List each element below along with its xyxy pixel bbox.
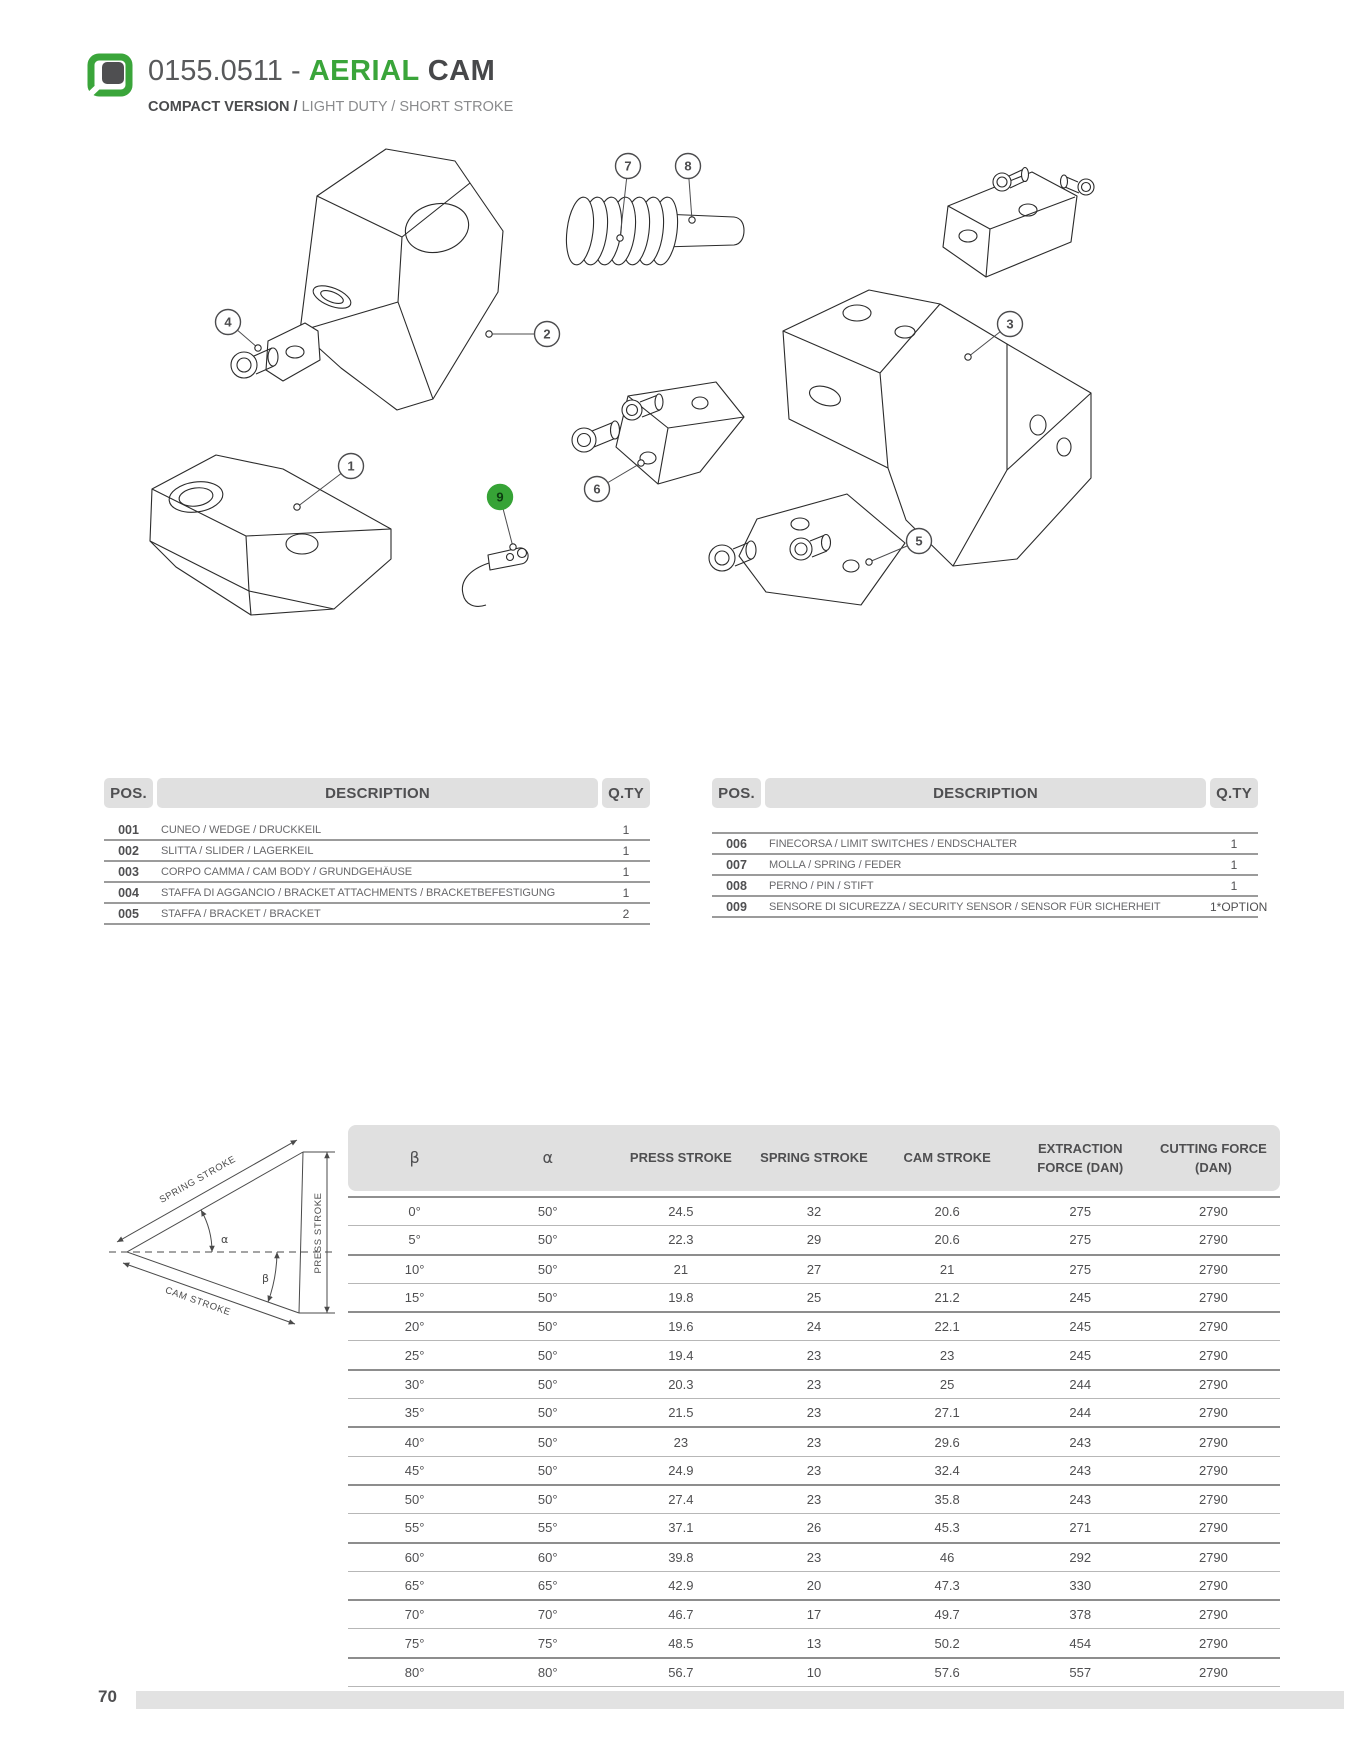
spec-cell: 50°: [537, 1492, 558, 1508]
brand-logo-icon: [86, 50, 136, 100]
spec-cell: 15°: [404, 1290, 425, 1306]
part-qty: 1: [622, 822, 630, 837]
spec-cell: 25: [939, 1376, 955, 1392]
callout-number: 6: [593, 481, 601, 497]
spec-cell: 10°: [404, 1261, 425, 1277]
spec-table-row: [348, 1313, 1280, 1341]
part-qty: 1: [1230, 836, 1238, 851]
spec-cell: 275: [1069, 1204, 1092, 1220]
parts-table-row: [104, 820, 650, 841]
spec-cell: 20.6: [934, 1204, 960, 1220]
spec-cell: 56.7: [668, 1664, 694, 1680]
spec-cell: 2790: [1198, 1319, 1228, 1335]
spec-cell: 55°: [537, 1520, 558, 1536]
spec-table-row: [348, 1457, 1280, 1486]
spec-cell: 13: [806, 1635, 822, 1651]
parts-table-header: [712, 778, 1258, 808]
part-spring-drawing: [563, 196, 681, 267]
parts-table-body: [712, 832, 1268, 918]
spec-table-row: [348, 1256, 1280, 1284]
spec-table-row: [348, 1284, 1280, 1313]
spec-cell: 22.3: [668, 1232, 694, 1248]
spec-cell: 35.8: [934, 1492, 960, 1508]
spec-cell: 24: [806, 1319, 822, 1335]
spec-table-row: [348, 1659, 1280, 1687]
part-pos: 005: [118, 906, 139, 921]
spec-cell: 20.3: [668, 1376, 694, 1392]
parts-table-row: [104, 841, 650, 862]
spec-table-row: [348, 1486, 1280, 1514]
parts-table-row: [712, 876, 1258, 897]
part-pos: 004: [118, 885, 139, 900]
spec-cell: 45.3: [934, 1520, 960, 1536]
spec-cell: 32.4: [934, 1462, 960, 1478]
spec-cell: 60°: [537, 1549, 558, 1565]
spec-cell: 46.7: [668, 1607, 694, 1623]
spec-cell: 243: [1069, 1492, 1092, 1508]
exploded-view-diagram: [90, 138, 1150, 668]
spec-cell: 2790: [1198, 1347, 1228, 1363]
callout-number: 8: [684, 158, 692, 174]
spec-cell: 2790: [1198, 1635, 1228, 1651]
part-qty: 1: [622, 864, 630, 879]
part-pos: 006: [726, 836, 747, 851]
spec-table-row: [348, 1371, 1280, 1399]
parts-table-row: [104, 862, 650, 883]
product-subtitle: [148, 99, 513, 115]
callout-number: 4: [224, 314, 232, 330]
spec-cell: 24.9: [668, 1462, 694, 1478]
spec-cell: 27: [806, 1261, 822, 1277]
spec-cell: 65°: [537, 1578, 558, 1593]
spec-cell: 23: [806, 1492, 822, 1508]
part-cam-body-drawing: [300, 149, 503, 410]
part-description: STAFFA DI AGGANCIO / BRACKET ATTACHMENTS / BRACKETBEFESTIGUNG: [161, 886, 556, 899]
spec-cell: 23: [806, 1347, 822, 1363]
spec-table-row: [348, 1399, 1280, 1428]
spec-cell: 50°: [537, 1290, 558, 1306]
spec-table-row: [348, 1601, 1280, 1629]
spec-table-body: [348, 1196, 1280, 1687]
spec-cell: 2790: [1198, 1462, 1228, 1478]
part-pos: 009: [726, 899, 747, 914]
spec-cell: 48.5: [668, 1635, 694, 1651]
spec-cell: 2790: [1198, 1290, 1228, 1306]
spec-cell: 50°: [537, 1232, 558, 1248]
spec-cell: 245: [1069, 1347, 1092, 1363]
spec-cell: 46: [939, 1549, 955, 1565]
part-pos: 008: [726, 878, 747, 893]
part-qty: 1: [622, 885, 630, 900]
spec-cell: 20: [806, 1578, 822, 1593]
spec-cell: 21.5: [668, 1405, 694, 1421]
press-stroke-label: PRESS STROKE: [313, 1192, 324, 1274]
spec-cell: 330: [1069, 1578, 1092, 1593]
spec-cell: 50°: [537, 1261, 558, 1277]
spec-cell: 39.8: [668, 1549, 694, 1565]
part-pos: 007: [726, 857, 747, 872]
spec-cell: 70°: [404, 1607, 425, 1623]
spec-cell: 27.1: [934, 1405, 960, 1421]
spec-cell: 50°: [537, 1405, 558, 1421]
spec-cell: 50.2: [934, 1635, 960, 1651]
spec-cell: 10: [806, 1664, 822, 1680]
spec-table: [348, 1125, 1280, 1687]
parts-table-row: [712, 897, 1268, 918]
parts-table-body: [104, 820, 650, 925]
spec-cell: 75°: [404, 1635, 425, 1651]
spec-cell: 32: [806, 1204, 822, 1220]
spec-cell: 5°: [408, 1232, 421, 1248]
spec-cell: 275: [1069, 1261, 1092, 1277]
spec-cell: 35°: [404, 1405, 425, 1421]
page-number: 70: [98, 1687, 117, 1706]
spec-cell: 37.1: [668, 1520, 694, 1536]
part-slider-drawing: [150, 455, 391, 615]
spec-cell: 40°: [404, 1434, 425, 1450]
spec-cell: 49.7: [934, 1607, 960, 1623]
spec-cell: 0°: [408, 1204, 421, 1220]
spec-cell: 30°: [404, 1376, 425, 1392]
part-description: CORPO CAMMA / CAM BODY / GRUNDGEHÄUSE: [161, 865, 412, 878]
spec-cell: 80°: [404, 1664, 425, 1680]
spec-table-row: [348, 1428, 1280, 1456]
spec-cell: 25°: [404, 1347, 425, 1363]
spec-cell: 243: [1069, 1462, 1092, 1478]
parts-table-right: [712, 778, 1268, 918]
spec-cell: 292: [1069, 1549, 1092, 1565]
part-pos: 001: [118, 822, 139, 837]
spring-stroke-label: SPRING STROKE: [157, 1153, 238, 1206]
spec-cell: 2790: [1198, 1492, 1228, 1508]
part-description: STAFFA / BRACKET / BRACKET: [161, 907, 321, 920]
spec-col-header: EXTRACTION FORCE (DAN): [1037, 1140, 1124, 1175]
part-description: SENSORE DI SICUREZZA / SECURITY SENSOR / SENSOR FÜR SICHERHEIT: [769, 900, 1161, 913]
part-qty: 1: [622, 843, 630, 858]
pos-column-header: POS.: [712, 778, 761, 808]
spec-cell: 27.4: [668, 1492, 694, 1508]
spec-cell: 80°: [537, 1664, 558, 1680]
spec-cell: 23: [806, 1405, 822, 1421]
part-description: CUNEO / WEDGE / DRUCKKEIL: [161, 823, 322, 836]
spec-cell: 557: [1069, 1664, 1092, 1680]
spec-cell: 29: [806, 1232, 822, 1248]
spec-table-row: [348, 1514, 1280, 1543]
spec-cell: 47.3: [934, 1578, 960, 1593]
spec-table-row: [348, 1341, 1280, 1370]
spec-cell: 65°: [404, 1578, 425, 1593]
spec-cell: 378: [1069, 1607, 1092, 1623]
spec-cell: 50°: [537, 1434, 558, 1450]
spec-cell: 26: [806, 1520, 822, 1536]
spec-cell: 454: [1069, 1635, 1092, 1651]
part-qty: 1: [1230, 878, 1238, 893]
spec-table-row: [348, 1226, 1280, 1255]
spec-table-row: [348, 1198, 1280, 1226]
part-pos: 003: [118, 864, 139, 879]
spec-cell: 23: [806, 1434, 822, 1450]
part-bracket-attachment-drawing: [231, 323, 320, 381]
spec-cell: 2790: [1198, 1376, 1228, 1392]
part-pos: 002: [118, 843, 139, 858]
spec-col-header: CUTTING FORCE (DAN): [1159, 1140, 1267, 1175]
spec-cell: 25: [806, 1290, 822, 1306]
spec-cell: 244: [1069, 1405, 1092, 1421]
spec-cell: 45°: [404, 1462, 425, 1478]
part-description: MOLLA / SPRING / FEDER: [769, 858, 902, 871]
stroke-angle-diagram: [95, 1090, 340, 1330]
spec-table-row: [348, 1544, 1280, 1572]
spec-cell: 17: [806, 1607, 822, 1623]
callout-number: 9: [496, 489, 504, 505]
spec-col-header: β: [409, 1148, 420, 1167]
callout-number: 1: [347, 458, 355, 474]
spec-cell: 23: [806, 1376, 822, 1392]
spec-cell: 2790: [1198, 1607, 1228, 1623]
part-qty: 2: [622, 906, 630, 921]
spec-cell: 271: [1069, 1520, 1092, 1536]
part-upper-bracket-drawing: [943, 168, 1094, 278]
spec-cell: 21: [939, 1261, 955, 1277]
spec-cell: 2790: [1198, 1664, 1228, 1680]
spec-cell: 24.5: [668, 1204, 694, 1220]
spec-cell: 23: [806, 1462, 822, 1478]
spec-cell: 23: [806, 1549, 822, 1565]
spec-col-header: SPRING STROKE: [760, 1150, 868, 1166]
spec-cell: 50°: [537, 1462, 558, 1478]
parts-table-row: [712, 855, 1258, 876]
spec-cell: 21: [673, 1261, 689, 1277]
parts-table-left: [104, 778, 650, 925]
spec-cell: 275: [1069, 1232, 1092, 1248]
spec-cell: 20.6: [934, 1232, 960, 1248]
spec-cell: 2790: [1198, 1232, 1228, 1248]
parts-table-header: [104, 778, 650, 808]
spec-cell: 19.8: [668, 1290, 694, 1306]
spec-cell: 29.6: [934, 1434, 960, 1450]
product-code: 0155.0511 -: [148, 55, 309, 87]
description-column-header: DESCRIPTION: [157, 778, 598, 808]
spec-col-header: PRESS STROKE: [629, 1150, 732, 1166]
spec-cell: 55°: [404, 1520, 425, 1536]
subtitle-light: LIGHT DUTY / SHORT STROKE: [297, 99, 514, 115]
spec-cell: 2790: [1198, 1204, 1228, 1220]
spec-cell: 21.2: [934, 1290, 960, 1306]
spec-cell: 50°: [537, 1204, 558, 1220]
spec-table-header: [348, 1125, 1280, 1191]
beta-label: β: [262, 1272, 270, 1285]
spec-cell: 2790: [1198, 1520, 1228, 1536]
spec-cell: 23: [939, 1347, 955, 1363]
part-limit-switch-drawing: [572, 382, 744, 484]
qty-column-header: Q.TY: [602, 778, 650, 808]
spec-cell: 244: [1069, 1376, 1092, 1392]
spec-cell: 19.6: [668, 1319, 694, 1335]
parts-table-row: [712, 834, 1258, 855]
spec-cell: 23: [673, 1434, 689, 1450]
part-qty: 1: [1230, 857, 1238, 872]
part-qty: 1*OPTION: [1210, 899, 1268, 914]
product-name-accent: AERIAL: [308, 55, 420, 87]
spec-table-row: [348, 1629, 1280, 1658]
subtitle-strong: COMPACT VERSION /: [148, 99, 298, 115]
description-column-header: DESCRIPTION: [765, 778, 1206, 808]
spec-cell: 2790: [1198, 1261, 1228, 1277]
spec-cell: 75°: [537, 1635, 558, 1651]
product-name-rest: CAM: [419, 55, 496, 87]
spec-cell: 19.4: [668, 1347, 694, 1363]
cam-stroke-label: CAM STROKE: [163, 1284, 233, 1319]
parts-table-row: [104, 883, 650, 904]
spec-col-header: CAM STROKE: [903, 1150, 991, 1166]
spec-cell: 50°: [537, 1376, 558, 1392]
parts-table-row: [104, 904, 650, 925]
callout-number: 7: [624, 158, 632, 174]
spec-cell: 245: [1069, 1319, 1092, 1335]
spec-cell: 2790: [1198, 1549, 1228, 1565]
part-description: PERNO / PIN / STIFT: [769, 879, 874, 892]
qty-column-header: Q.TY: [1210, 778, 1258, 808]
spec-cell: 2790: [1198, 1405, 1228, 1421]
spec-cell: 22.1: [934, 1319, 960, 1335]
spec-cell: 243: [1069, 1434, 1092, 1450]
part-lower-bracket-drawing: [709, 494, 905, 605]
part-description: FINECORSA / LIMIT SWITCHES / ENDSCHALTER: [769, 837, 1018, 850]
spec-cell: 20°: [404, 1319, 425, 1335]
spec-cell: 50°: [537, 1319, 558, 1335]
spec-cell: 245: [1069, 1290, 1092, 1306]
spec-cell: 60°: [404, 1549, 425, 1565]
spec-cell: 50°: [404, 1492, 425, 1508]
page-title: [148, 55, 495, 88]
callout-number: 2: [543, 326, 551, 342]
spec-cell: 50°: [537, 1347, 558, 1363]
spec-cell: 57.6: [934, 1664, 960, 1680]
spec-table-row: [348, 1572, 1280, 1601]
spec-cell: 42.9: [668, 1578, 694, 1593]
footer-bar: [136, 1691, 1344, 1709]
part-description: SLITTA / SLIDER / LAGERKEIL: [161, 844, 314, 857]
pos-column-header: POS.: [104, 778, 153, 808]
spec-cell: 70°: [537, 1607, 558, 1623]
spec-cell: 2790: [1198, 1578, 1228, 1593]
callout-number: 3: [1006, 316, 1014, 332]
alpha-label: α: [221, 1233, 229, 1246]
part-security-sensor-drawing: [462, 548, 528, 606]
spec-col-header: α: [542, 1148, 553, 1167]
spec-cell: 2790: [1198, 1434, 1228, 1450]
callout-number: 5: [915, 533, 923, 549]
